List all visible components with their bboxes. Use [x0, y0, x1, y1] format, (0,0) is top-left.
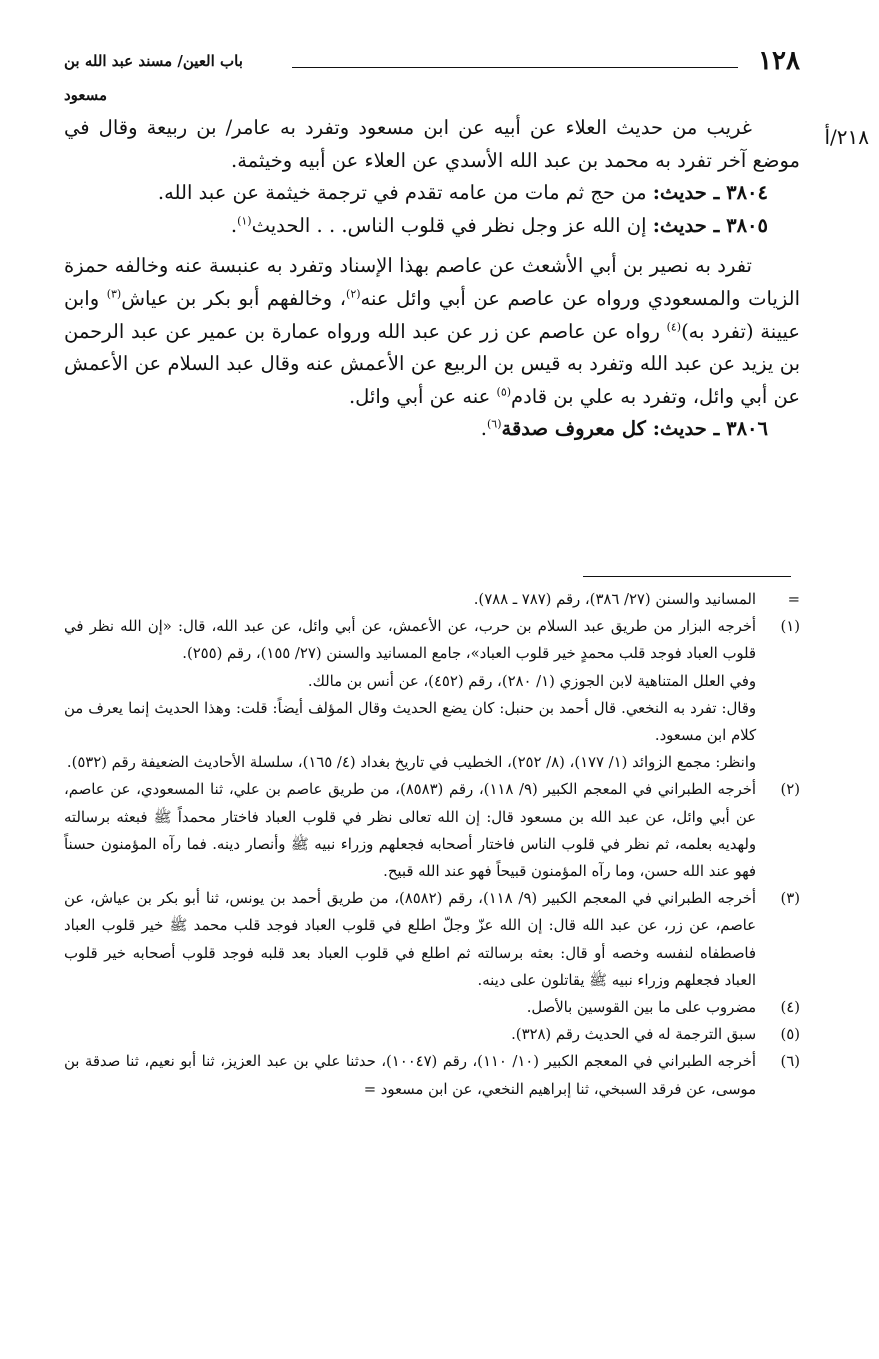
footnote-ref: (٥): [496, 385, 512, 399]
main-text: [64, 112, 800, 446]
entry-label: ٣٨٠٥ ـ حديث:: [652, 213, 768, 237]
footnote-number: (٣): [780, 890, 800, 908]
page-number: ١٢٨: [758, 46, 800, 76]
footnote-2: [64, 776, 800, 885]
footnote-3: [64, 885, 800, 994]
footnote-continuation: [64, 586, 800, 613]
manuscript-folio-ref: ٢١٨/أ: [824, 125, 869, 149]
entry-label: ٣٨٠٤ ـ حديث:: [652, 181, 768, 205]
footnote-ref: (٢): [346, 287, 361, 301]
commentary-text: ، وخالفهم أبو بكر بن عياش: [121, 286, 347, 310]
entry-text: من حج ثم مات من عامه تقدم في ترجمة خيثمة عن عبد الله.: [157, 181, 653, 205]
footnote-number: (٢): [780, 781, 800, 799]
footnote-5: [64, 1021, 800, 1048]
entry-end: .: [230, 213, 238, 237]
entry-end: .: [480, 417, 487, 441]
footnote-ref: (٤): [666, 320, 682, 334]
commentary-text: رواه عن عاصم عن زر عن عبد الله ورواه عمارة بن عمير عن عبد الرحمن بن يزيد عن عبد الله وتفرد به قيس بن الربيع عن الأعمش عنه وقال عبد السلام عن الأعمش عن أبي وائل، وتفرد به علي بن قادم: [64, 319, 800, 408]
footnote-number: (١): [780, 618, 800, 636]
commentary-text: تفرد به نصير بن أبي الأشعث عن عاصم بهذا الإسناد وتفرد به عنبسة عنه وخالفه حمزة الزيات والمسعودي ورواه عن عاصم عن أبي وائل عنه: [64, 254, 800, 310]
footnote-4: [64, 994, 800, 1021]
running-title: باب العين/ مسند عبد الله بن مسعود: [64, 52, 243, 104]
footnote-number: (٦): [780, 1053, 800, 1071]
footnote-text: سبق الترجمة له في الحديث رقم (٣٢٨).: [511, 1026, 756, 1044]
footnote-separator: [583, 576, 791, 577]
footnote-number: (٤): [780, 999, 800, 1017]
footnote-text: أخرجه الطبراني في المعجم الكبير (٩/ ١١٨)، رقم (٨٥٨٣)، من طريق عاصم بن علي، ثنا المسعودي، عن عاصم، عن أبي وائل، عن عبد الله بن مسعود قال: إن الله تعالى نظر في قلوب العباد فاختار محمداً ﷺ فبعثه برسالته ولهديه بعلمه، ثم نظر في قلوب الناس فاختار أصحابه فجعلهم وزراء نبيه ﷺ وأنصار دينه. فما رآه المؤمنون حسناً فهو عند الله حسن، وما رآه المؤمنون قبيحاً فهو عند الله قبيح.: [64, 781, 756, 881]
hadith-entry-3806: [64, 413, 800, 446]
hadith-entry-3804: [64, 177, 800, 210]
footnote-number: (٥): [780, 1026, 800, 1044]
hadith-entry-3805: [64, 210, 800, 243]
footnote-ref: (٦): [486, 417, 502, 431]
entry-label: ٣٨٠٦ ـ حديث:: [652, 417, 768, 441]
footnote-text: وقال: تفرد به النخعي. قال أحمد بن حنبل: كان يضع الحديث وقال المؤلف أيضاً: قلت: وهذا الحديث إنما يعرف من كلام ابن مسعود.: [64, 699, 756, 745]
entry-text: إن الله عز وجل نظر في قلوب الناس. . . الحديث: [251, 213, 653, 237]
footnote-text: مضروب على ما بين القوسين بالأصل.: [526, 999, 756, 1017]
footnote-text: وانظر: مجمع الزوائد (١/ ١٧٧)، (٨/ ٢٥٢)، الخطيب في تاريخ بغداد (٤/ ١٦٥)، سلسلة الأحاديث الضعيفة رقم (٥٣٢).: [66, 754, 756, 772]
footnote-1: [64, 613, 800, 776]
paragraph-commentary: [64, 250, 800, 413]
footnote-6: [64, 1048, 800, 1102]
header-rule: [292, 67, 738, 68]
footnote-ref: (١): [237, 214, 252, 228]
commentary-text: وابن عيينة (تفرد به): [64, 286, 800, 343]
footnote-number: =: [787, 591, 800, 608]
commentary-text: عنه عن أبي وائل.: [348, 384, 497, 408]
footnote-text: وفي العلل المتناهية لابن الجوزي (١/ ٢٨٠)، رقم (٤٥٢)، عن أنس بن مالك.: [307, 672, 756, 690]
footnote-text: أخرجه الطبراني في المعجم الكبير (١٠/ ١١٠)، رقم (١٠٠٤٧)، حدثنا علي بن عبد العزيز، ثنا أبو نعيم، ثنا صدقة بن موسى، عن فرقد السبخي، ثنا إبراهيم النخعي، عن ابن مسعود =: [64, 1053, 757, 1098]
entry-text: كل معروف صدقة: [501, 417, 653, 441]
footnote-text: المسانيد والسنن (٢٧/ ٣٨٦)، رقم (٧٨٧ ـ ٧٨٨).: [473, 591, 756, 608]
paragraph-continuation: غريب من حديث العلاء عن أبيه عن ابن مسعود وتفرد به عامر/ بن ربيعة وقال في موضع آخر تفرد به محمد بن عبد الله الأسدي عن العلاء عن أبيه وخيثمة.: [64, 116, 800, 172]
footnote-ref: (٣): [106, 287, 122, 301]
page-header: [64, 44, 800, 104]
footnote-text: أخرجه البزار من طريق عبد السلام بن حرب، عن الأعمش، عن أبي وائل، عن عبد الله، قال: «إن الله نظر في قلوب العباد فوجد قلب محمدٍ خير قلوب العباد»، جامع المسانيد والسنن (٢٧/ ١٥٥)، رقم (٢٥٥).: [64, 618, 756, 663]
footnotes: [64, 586, 800, 1103]
footnote-text: أخرجه الطبراني في المعجم الكبير (٩/ ١١٨)، رقم (٨٥٨٢)، من طريق أحمد بن يونس، ثنا أبو بكر بن عياش، عن عاصم، عن زر، عن عبد الله قال: إن الله عزّ وجلّ اطلع في قلوب العباد فوجد قلب محمد ﷺ خير قلوب العباد فاصطفاه لنفسه وخصه أو قال: بعثه برسالته ثم اطلع في قلوب العباد بعد قلبه فوجد قلوب أصحابه خير قلوب العباد فجعلهم وزراء نبيه ﷺ يقاتلون على دينه.: [64, 890, 756, 989]
